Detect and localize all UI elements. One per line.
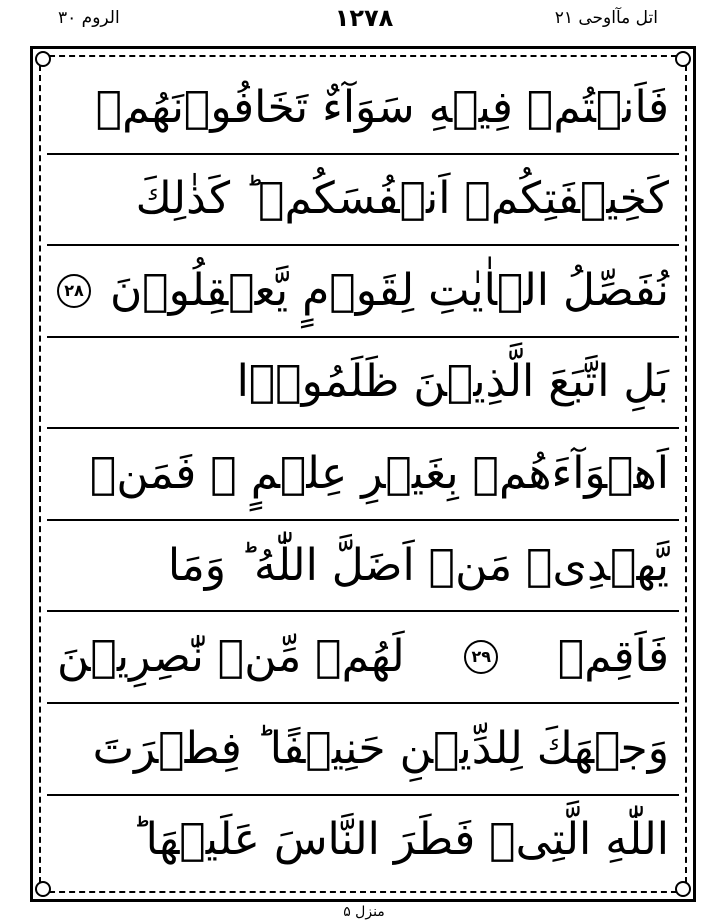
text-line <box>47 155 679 247</box>
juz-name: اتل مآاوحی ۲۱ <box>554 8 658 28</box>
text-line <box>47 429 679 521</box>
text-line <box>47 338 679 430</box>
ayah-number: ۲۹ <box>464 640 498 674</box>
line-text: كَخِيۡفَتِكُمۡ اَنۡفُسَكُمۡ ؕ كَذٰلِكَ <box>135 173 669 225</box>
line-text: بَلِ اتَّبَعَ الَّذِيۡنَ ظَلَمُوۡۤا <box>236 356 669 408</box>
line-text: فَاَقِمۡ <box>557 631 669 683</box>
line-text: لَهُمۡ مِّنۡ نّٰصِرِيۡنَ <box>57 631 405 683</box>
surah-name: الروم ۳۰ <box>58 8 120 28</box>
text-line <box>47 704 679 796</box>
page-number: ۱۲۷۸ <box>334 4 394 32</box>
ayah-number: ۲۸ <box>57 274 91 308</box>
line-text: اَهۡوَآءَهُمۡ بِغَيۡرِ عِلۡمٍ ۚ فَمَنۡ <box>89 448 669 500</box>
text-line <box>47 521 679 613</box>
line-text: فَاَنۡتُمۡ فِيۡهِ سَوَآءٌ تَخَافُوۡنَهُمۡ <box>95 81 669 133</box>
line-text: اللّٰهِ الَّتِىۡ فَطَرَ النَّاسَ عَلَيۡهَا ؕ <box>131 814 669 866</box>
line-text: يَّهۡدِىۡ مَنۡ اَضَلَّ اللّٰهُ ؕ وَمَا <box>167 539 669 591</box>
page-header <box>0 0 728 44</box>
text-lines <box>47 63 679 885</box>
line-text: وَجۡهَكَ لِلدِّيۡنِ حَنِيۡفًا ؕ فِطۡرَتَ <box>92 722 669 774</box>
page-frame <box>30 46 696 902</box>
manzil-label: منزل ۵ <box>343 904 385 920</box>
text-line <box>47 796 679 886</box>
text-line <box>47 246 679 338</box>
line-text: نُفَصِّلُ الۡاٰيٰتِ لِقَوۡمٍ يَّعۡقِلُوۡنَ <box>109 264 669 316</box>
text-line <box>47 612 679 704</box>
text-line <box>47 63 679 155</box>
